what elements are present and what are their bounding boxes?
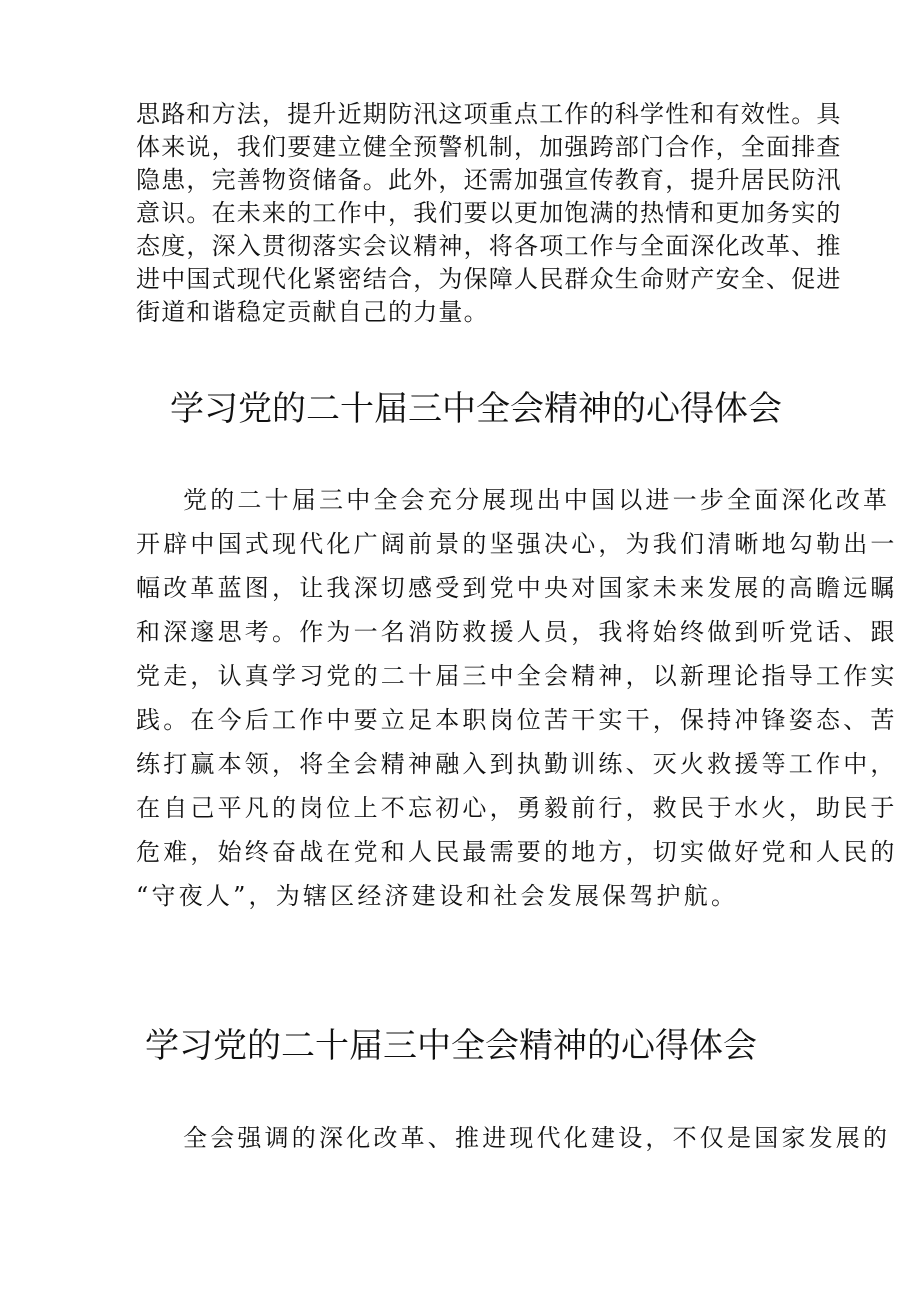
paragraph-line: 开辟中国式现代化广阔前景的坚强决心，为我们清晰地勾勒出一 [136, 530, 898, 558]
paragraph-line: 体来说，我们要建立健全预警机制，加强跨部门合作，全面排查 [136, 133, 842, 161]
paragraph-line: 和深邃思考。作为一名消防救援人员，我将始终做到听党话、跟 [136, 618, 898, 646]
section-heading: 学习党的二十届三中全会精神的心得体会 [170, 389, 782, 429]
paragraph-line: 在自己平凡的岗位上不忘初心，勇毅前行，救民于水火，助民于 [136, 794, 898, 822]
paragraph-line: 危难，始终奋战在党和人民最需要的地方，切实做好党和人民的 [136, 838, 898, 866]
paragraph-line: 进中国式现代化紧密结合，为保障人民群众生命财产安全、促进 [136, 265, 842, 293]
paragraph-line: 态度，深入贯彻落实会议精神，将各项工作与全面深化改革、推 [136, 232, 842, 260]
paragraph-line: 全会强调的深化改革、推进现代化建设，不仅是国家发展的 [183, 1124, 891, 1152]
section-heading: 学习党的二十届三中全会精神的心得体会 [145, 1026, 757, 1066]
paragraph-line: 党的二十届三中全会充分展现出中国以进一步全面深化改革 [183, 486, 891, 514]
paragraph-line: 意识。在未来的工作中，我们要以更加饱满的热情和更加务实的 [136, 199, 842, 227]
paragraph-line: 练打赢本领，将全会精神融入到执勤训练、灭火救援等工作中， [136, 750, 898, 778]
paragraph-line: “守夜人”，为辖区经济建设和社会发展保驾护航。 [136, 882, 739, 910]
paragraph-line: 践。在今后工作中要立足本职岗位苦干实干，保持冲锋姿态、苦 [136, 706, 898, 734]
paragraph-line: 幅改革蓝图，让我深切感受到党中央对国家未来发展的高瞻远瞩 [136, 574, 898, 602]
paragraph-line: 隐患，完善物资储备。此外，还需加强宣传教育，提升居民防汛 [136, 166, 842, 194]
paragraph-line: 街道和谐稳定贡献自己的力量。 [136, 298, 489, 326]
paragraph-line: 党走，认真学习党的二十届三中全会精神，以新理论指导工作实 [136, 662, 898, 690]
paragraph-line: 思路和方法，提升近期防汛这项重点工作的科学性和有效性。具 [136, 100, 842, 128]
